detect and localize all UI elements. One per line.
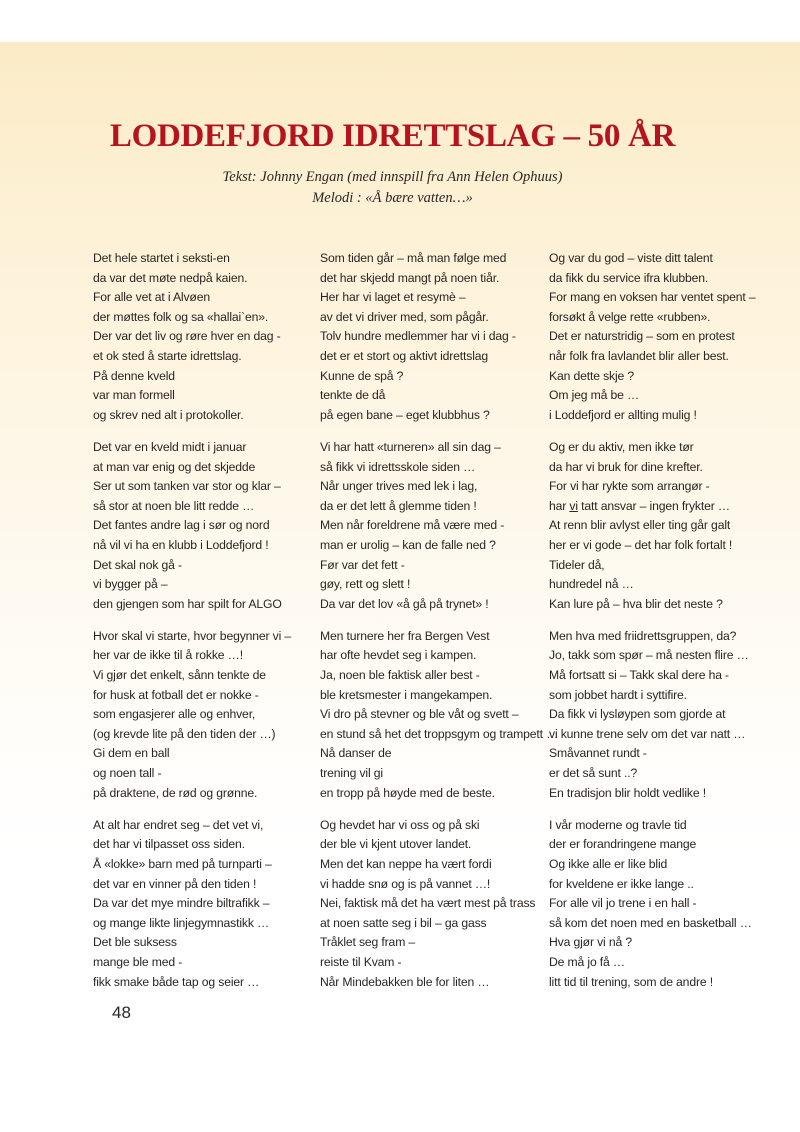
lyric-line: Vi dro på stevner og ble våt og svett – (320, 707, 519, 722)
lyric-line: forsøkt å velge rette «rubben». (549, 309, 711, 324)
lyric-line: Og ikke alle er like blid (549, 857, 668, 871)
lyric-line: Å «lokke» barn med på turnparti – (93, 857, 272, 871)
stanza (320, 249, 542, 425)
lyric-line: på egen bane – eget klubbhus ? (320, 407, 490, 422)
lyric-line: så fikk vi idrettsskole siden … (320, 459, 476, 474)
lyric-line: Da var det lov «å gå på trynet» ! (320, 596, 489, 611)
lyric-line: Det ble suksess (93, 935, 177, 950)
lyric-line: litt tid til trening, som de andre ! (549, 974, 713, 989)
lyric-line: Men turnere her fra Bergen Vest (320, 628, 490, 643)
lyric-line: en tropp på høyde med de beste. (320, 785, 495, 800)
lyric-line: nå vil vi ha en klubb i Loddefjord ! (93, 537, 269, 552)
stanza (549, 438, 784, 614)
lyric-line: Men når foreldrene må være med - (320, 518, 505, 533)
lyric-line: Men hva med friidrettsgruppen, da? (549, 628, 737, 643)
page-title: LODDEFJORD IDRETTSLAG – 50 ÅR (109, 118, 676, 154)
lyric-line: Da var det mye mindre biltrafikk – (93, 896, 270, 911)
lyric-line: så stor at noen ble litt redde … (93, 498, 255, 513)
stanza (320, 438, 542, 614)
lyrics-column-3 (549, 249, 784, 1005)
lyric-line: der er forandringene mange (549, 837, 697, 852)
lyric-line: Nå danser de (320, 746, 392, 761)
song-credits (0, 167, 785, 209)
lyric-line: man er urolig – kan de falle ned ? (320, 537, 496, 552)
lyric-line: (og krevde lite på den tiden der …) (93, 726, 276, 741)
lyric-line: Det hele startet i seksti-en (93, 251, 230, 265)
stanza (320, 816, 542, 992)
line-prefix: har (549, 498, 570, 513)
lyric-line: det har skjedd mangt på noen tiår. (320, 270, 500, 285)
lyric-line: mange ble med - (93, 954, 183, 969)
lyric-line: Og var du god – viste ditt talent (549, 251, 713, 265)
lyric-line: i Loddefjord er allting mulig ! (549, 407, 697, 422)
lyric-line: Ja, noen ble faktisk aller best - (320, 668, 480, 683)
lyric-line: er det så sunt ..? (549, 766, 638, 781)
lyric-line: der ble vi kjent utover landet. (320, 837, 472, 852)
lyric-line: da er det lett å glemme tiden ! (320, 498, 477, 513)
lyric-line: De må jo få … (549, 954, 625, 969)
lyric-line: For mang en voksen har ventet spent – (549, 290, 756, 305)
lyric-line: En tradisjon blir holdt vedlike ! (549, 785, 706, 800)
line-suffix: tatt ansvar – ingen frykter … (577, 498, 730, 513)
lyric-line: her er vi gode – det har folk fortalt ! (549, 537, 733, 552)
stanza (93, 627, 308, 803)
lyric-line: som jobbet hardt i syttifire. (549, 687, 687, 702)
lyric-line: Her har vi laget et resymè – (320, 290, 466, 305)
lyric-line: det er et stort og aktivt idrettslag (320, 348, 489, 363)
lyric-line: For vi har rykte som arrangør - (549, 479, 710, 494)
lyric-line: når folk fra lavlandet blir aller best. (549, 348, 729, 363)
lyric-line: Når unger trives med lek i lag, (320, 479, 478, 494)
page-number: 48 (112, 1003, 131, 1022)
lyric-line: Når Mindebakken ble for liten … (320, 974, 490, 989)
lyric-line: Hva gjør vi nå ? (549, 935, 632, 950)
lyric-line: en stund så het det troppsgym og trampett … (320, 726, 559, 741)
lyric-line: og skrev ned alt i protokoller. (93, 407, 244, 422)
lyric-line: Det var en kveld midt i januar (93, 439, 247, 454)
lyric-line: Tolv hundre medlemmer har vi i dag - (320, 329, 516, 344)
lyric-line: var man formell (93, 388, 175, 403)
lyric-line: For alle vil jo trene i en hall - (549, 896, 697, 911)
lyric-line: At alt har endret seg – det vet vi, (93, 817, 264, 832)
lyric-line: Og hevdet har vi oss og på ski (320, 817, 480, 832)
lyric-line: et ok sted å starte idrettslag. (93, 348, 242, 363)
lyric-line: og noen tall - (93, 766, 162, 781)
lyric-line: at man var enig og det skjedde (93, 459, 256, 474)
lyrics-column-2 (320, 249, 559, 1005)
lyric-line-with-emphasis (549, 497, 784, 517)
lyric-line: Da fikk vi lysløypen som gjorde at (549, 707, 726, 722)
lyric-line: gøy, rett og slett ! (320, 577, 411, 592)
lyric-line: Det fantes andre lag i sør og nord (93, 518, 270, 533)
lyric-line: der møttes folk og sa «hallai`en». (93, 309, 269, 324)
lyric-line: vi hadde snø og is på vannet …! (320, 876, 491, 891)
lyric-line: Der var det liv og røre hver en dag - (93, 329, 281, 344)
lyric-line: tenkte de då (320, 388, 386, 403)
lyric-line: reiste til Kvam - (320, 954, 402, 969)
lyric-line: Gi dem en ball (93, 746, 170, 761)
lyric-line: Kunne de spå ? (320, 368, 404, 383)
lyric-line: vi kunne trene selv om det var natt … (549, 726, 746, 741)
lyric-line: Det skal nok gå - (93, 557, 182, 572)
lyric-line: I vår moderne og travle tid (549, 817, 687, 832)
lyric-line: som engasjerer alle og enhver, (93, 707, 256, 722)
lyric-line: for kveldene er ikke lange .. (549, 876, 694, 891)
stanza (93, 438, 308, 614)
lyric-line: på draktene, de rød og grønne. (93, 785, 258, 800)
lyrics-author: Tekst: Johnny Engan (med innspill fra Ann Helen Ophuus) (222, 169, 563, 185)
lyric-line: da fikk du service ifra klubben. (549, 270, 709, 285)
lyric-line: her var de ikke til å rokke …! (93, 648, 243, 663)
lyric-line: Ser ut som tanken var stor og klar – (93, 479, 281, 494)
lyric-line: det var en vinner på den tiden ! (93, 876, 257, 891)
lyric-line: På denne kveld (93, 368, 175, 383)
lyric-line: At renn blir avlyst eller ting går galt (549, 518, 731, 533)
lyric-line: Og er du aktiv, men ikke tør (549, 439, 694, 454)
lyric-line: Hvor skal vi starte, hvor begynner vi – (93, 628, 292, 643)
lyric-line: av det vi driver med, som pågår. (320, 309, 489, 324)
lyric-line: da var det møte nedpå kaien. (93, 270, 248, 285)
lyric-line: den gjengen som har spilt for ALGO (93, 596, 282, 611)
lyric-line: Jo, takk som spør – må nesten flire … (549, 648, 749, 663)
stanza (93, 249, 308, 425)
lyric-line: Kan dette skje ? (549, 368, 635, 383)
lyric-line: Men det kan neppe ha vært fordi (320, 857, 492, 871)
underlined-word: vi (569, 498, 578, 513)
lyric-line: at noen satte seg i bil – ga gass (320, 915, 487, 930)
lyric-line: og mange likte linjegymnastikk … (93, 915, 270, 930)
lyric-line: Tideler då, (549, 557, 605, 572)
lyric-line: da har vi bruk for dine krefter. (549, 459, 703, 474)
lyric-line: For alle vet at i Alvøen (93, 290, 210, 305)
lyric-line: Tråklet seg fram – (320, 935, 416, 950)
lyric-line: Vi gjør det enkelt, sånn tenkte de (93, 668, 266, 683)
lyrics-column-1 (93, 249, 308, 1005)
lyric-line: ble kretsmester i mangekampen. (320, 687, 493, 702)
lyric-line: det har vi tilpasset oss siden. (93, 837, 245, 852)
stanza (549, 249, 784, 425)
lyric-line: vi bygger på – (93, 577, 168, 592)
lyric-line: Som tiden går – må man følge med (320, 251, 507, 265)
lyric-line: Nei, faktisk må det ha vært mest på trass (320, 896, 536, 911)
lyric-line: Vi har hatt «turneren» all sin dag – (320, 439, 501, 454)
lyric-line: Om jeg må be … (549, 388, 640, 403)
lyric-line: så kom det noen med en basketball … (549, 915, 752, 930)
lyric-line: Kan lure på – hva blir det neste ? (549, 596, 723, 611)
stanza (320, 627, 559, 803)
lyric-line: Det er naturstridig – som en protest (549, 329, 735, 344)
lyric-line: hundredel nå … (549, 577, 634, 592)
lyric-line: Før var det fett - (320, 557, 405, 572)
lyric-line: fikk smake både tap og seier … (93, 974, 260, 989)
lyric-line: Småvannet rundt - (549, 746, 647, 761)
stanza (549, 627, 784, 803)
lyric-line: for husk at fotball det er nokke - (93, 687, 259, 702)
lyric-line: Må fortsatt si – Takk skal dere ha - (549, 668, 729, 683)
lyric-line: trening vil gi (320, 766, 383, 781)
stanza (549, 816, 784, 992)
lyric-line: har ofte hevdet seg i kampen. (320, 648, 477, 663)
melody-credit: Melodi : «Å bære vatten…» (312, 190, 473, 206)
stanza (93, 816, 308, 992)
